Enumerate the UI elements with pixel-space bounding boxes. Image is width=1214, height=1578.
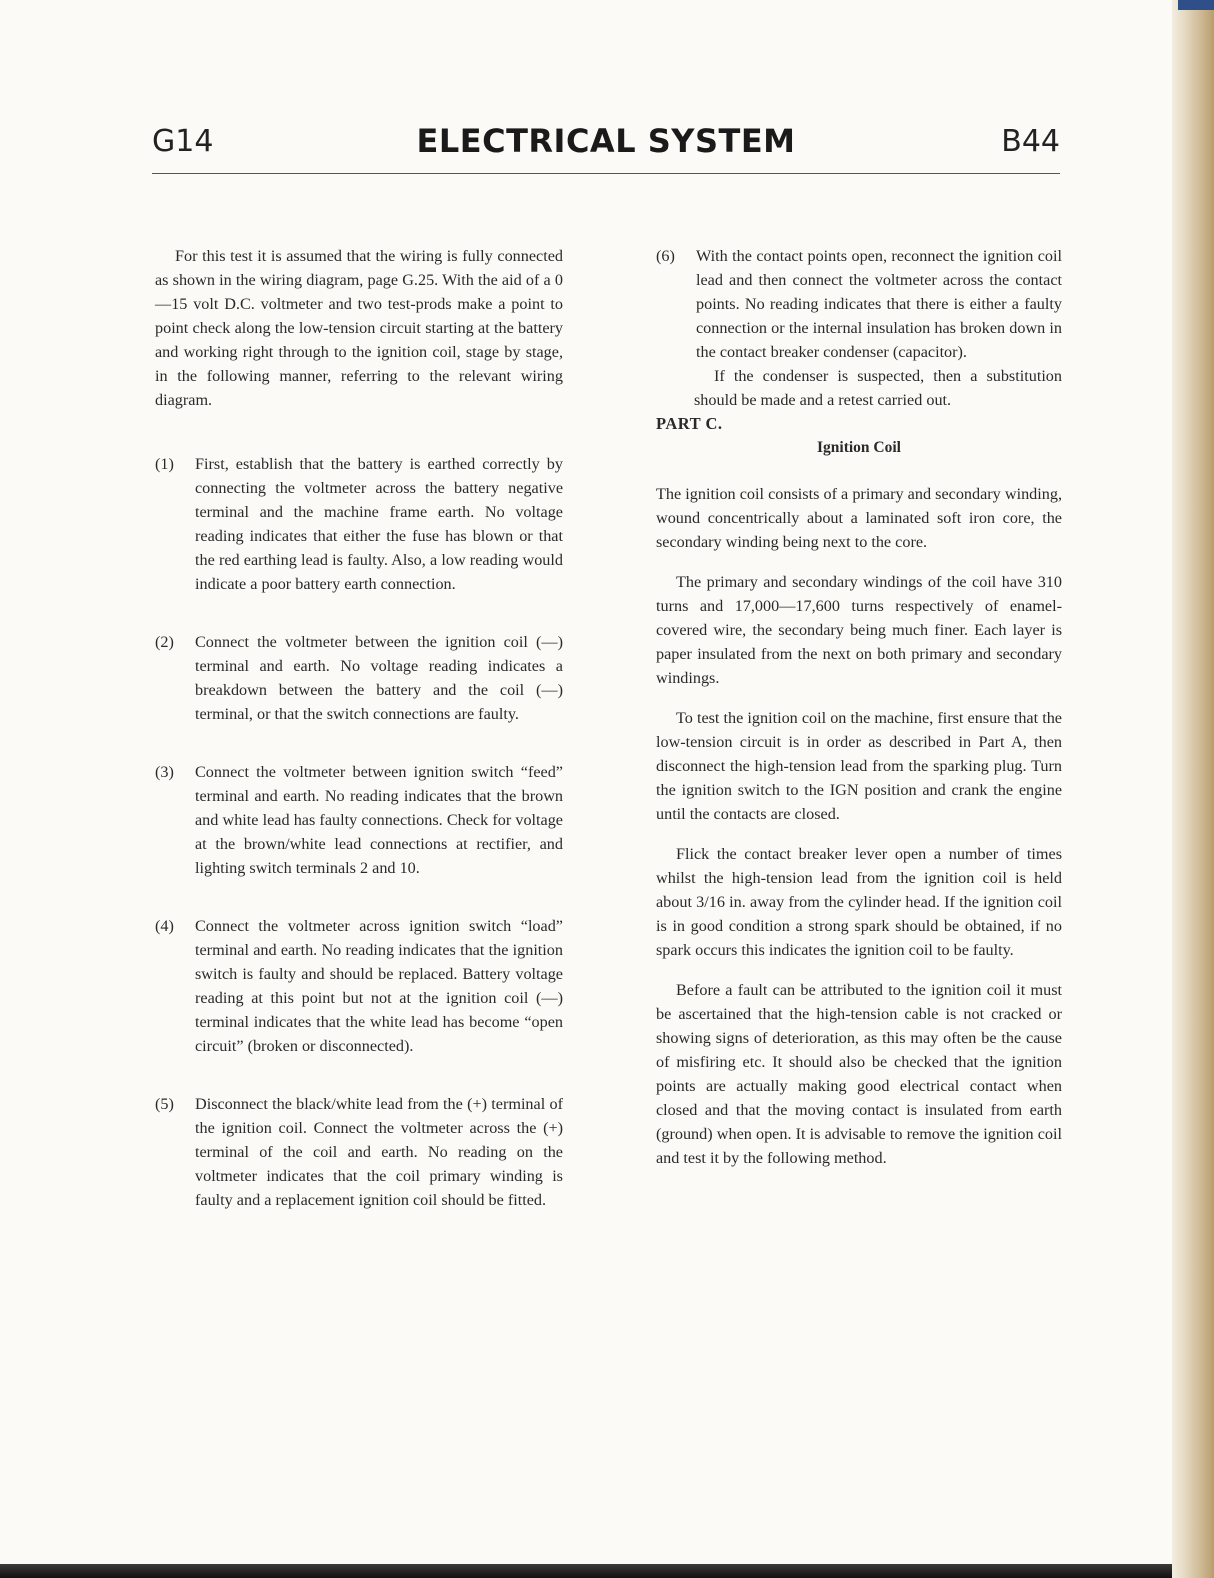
page-number-left: G14 bbox=[152, 124, 214, 159]
item-text: With the contact points open, reconnect the ignition coil lead and then connect the voltmeter across the contact points. No reading indicates that there is either a faulty connection or the internal insulation has broken down in the contact breaker condenser (capacitor). bbox=[696, 247, 1062, 361]
list-item bbox=[656, 244, 1062, 364]
right-column bbox=[656, 244, 1062, 1170]
item-number: (3) bbox=[155, 763, 174, 781]
list-item bbox=[155, 630, 563, 726]
bottom-shadow bbox=[0, 1564, 1172, 1578]
body-paragraph: To test the ignition coil on the machine, first ensure that the low-tension circuit is in order as described in Part A, then disconnect the high-tension lead from the sparking plug. Turn the ignition switch to the IGN position and crank the engine until the contacts are closed. bbox=[656, 709, 1062, 823]
page-header bbox=[152, 120, 1060, 164]
page-number-right: B44 bbox=[1001, 124, 1060, 159]
body-paragraph: Before a fault can be attributed to the ignition coil it must be ascertained that the high-tension cable is not cracked or showing signs of deterioration, as this may often be the cause of misfiring etc. It should also be checked that the ignition points are actually making good electrical contact when closed and that the moving contact is insulated from earth (ground) when open. It is advisable to remove the ignition coil and test it by the following method. bbox=[656, 981, 1062, 1167]
section-heading: Ignition Coil bbox=[817, 439, 901, 456]
body-paragraph: The primary and secondary windings of the coil have 310 turns and 17,000—17,600 turns respectively of enamel-covered wire, the secondary being much finer. Each layer is paper insulated from the next on both primary and secondary windings. bbox=[656, 573, 1062, 687]
item-continuation: If the condenser is suspected, then a substitution should be made and a retest carried out. bbox=[694, 367, 1062, 409]
body-paragraph: Flick the contact breaker lever open a number of times whilst the high-tension lead from the ignition coil is held about 3/16 in. away from the cylinder head. If the ignition coil is in good condition a strong spark should be obtained, if no spark occurs this indicates the ignition coil to be faulty. bbox=[656, 845, 1062, 959]
list-item bbox=[155, 1092, 563, 1212]
item-number: (1) bbox=[155, 455, 174, 473]
body-paragraph: The ignition coil consists of a primary and secondary winding, wound concentrically about a laminated soft iron core, the secondary winding being next to the core. bbox=[656, 485, 1062, 551]
item-text: Connect the voltmeter between the ignition coil (—) terminal and earth. No voltage reading indicates a breakdown between the battery and the coil (—) terminal, or that the switch connections are faulty. bbox=[195, 633, 563, 723]
item-text: Disconnect the black/white lead from the (+) terminal of the ignition coil. Connect the voltmeter across the (+) terminal of the coil and earth. No reading on the voltmeter indicates that the coil primary winding is faulty and a replacement ignition coil should be fitted. bbox=[195, 1095, 563, 1209]
list-item bbox=[155, 760, 563, 880]
item-number: (2) bbox=[155, 633, 174, 651]
item-number: (6) bbox=[656, 247, 675, 265]
left-column bbox=[155, 244, 563, 1212]
item-text: Connect the voltmeter between ignition switch “feed” terminal and earth. No reading indicates that the brown and white lead has faulty connections. Check for voltage at the brown/white lead connections at rectifier, and lighting switch terminals 2 and 10. bbox=[195, 763, 563, 877]
header-rule bbox=[152, 173, 1060, 174]
item-number: (4) bbox=[155, 917, 174, 935]
item-text: Connect the voltmeter across ignition switch “load” terminal and earth. No reading indicates that the ignition switch is faulty and should be replaced. Battery voltage reading at this point but not at the ignition coil (—) terminal indicates that the white lead has become “open circuit” (broken or disconnected). bbox=[195, 917, 563, 1055]
item-text: First, establish that the battery is earthed correctly by connecting the voltmeter across the battery negative terminal and the machine frame earth. No voltage reading indicates that either the fuse has blown or that the red earthing lead is faulty. Also, a low reading would indicate a poor battery earth connection. bbox=[195, 455, 563, 593]
list-item bbox=[155, 914, 563, 1058]
page-edge bbox=[1172, 0, 1214, 1578]
page-edge-tab bbox=[1178, 0, 1214, 10]
part-heading: PART C. bbox=[656, 414, 723, 433]
intro-paragraph: For this test it is assumed that the wiring is fully connected as shown in the wiring diagram, page G.25. With the aid of a 0—15 volt D.C. voltmeter and two test-prods make a point to point check along the low-tension circuit starting at the battery and working right through to the ignition coil, stage by stage, in the following manner, referring to the relevant wiring diagram. bbox=[155, 247, 563, 409]
item-number: (5) bbox=[155, 1095, 174, 1113]
list-item bbox=[155, 452, 563, 596]
page-title: ELECTRICAL SYSTEM bbox=[416, 122, 796, 160]
